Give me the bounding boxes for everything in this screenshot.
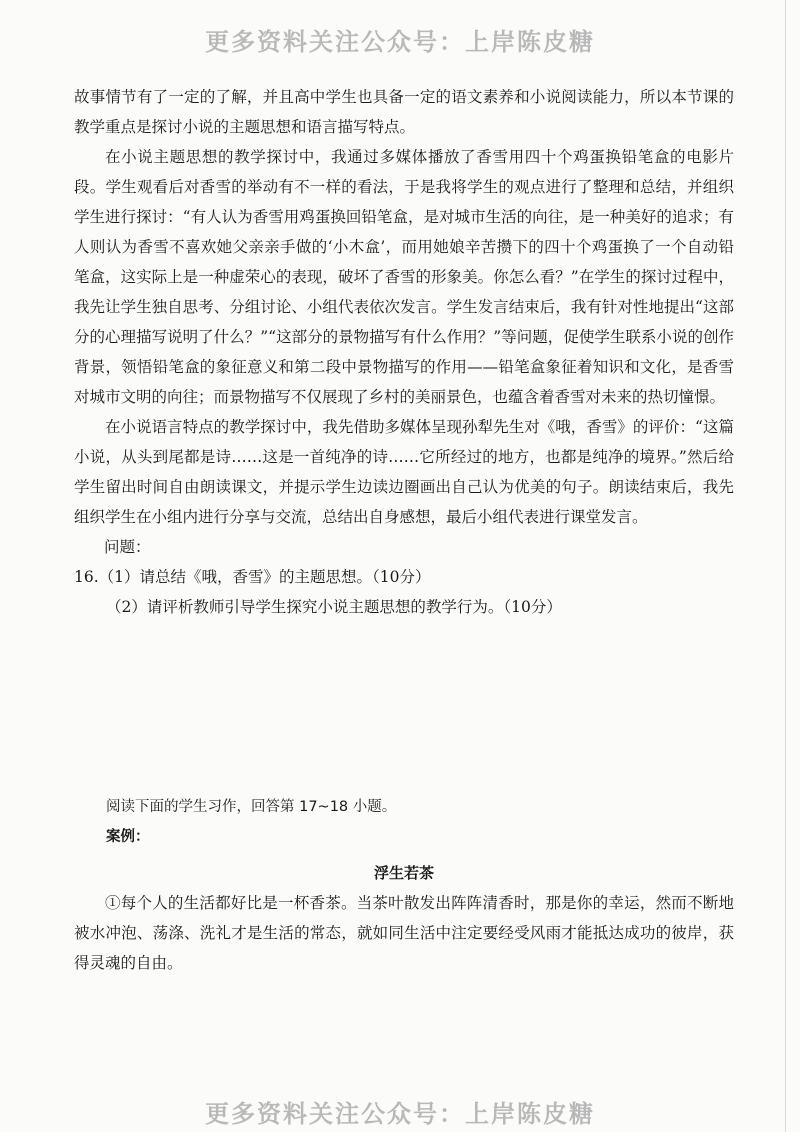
answer-space <box>74 622 734 792</box>
question-16-part-2: （2）请评析教师引导学生探究小说主题思想的教学行为。（10分） <box>106 598 562 616</box>
paragraph-language-discussion: 在小说语言特点的教学探讨中，我先借助多媒体呈现孙犁先生对《哦，香雪》的评价：“这篇小说，从头到尾都是诗……这是一首纯净的诗……它所经过的地方，也都是纯净的境界。”然后给学生留出时间自由朗读课文，并提示学生边读边圈画出自己认为优美的句子。朗读结束后，我先组织学生在小组内进行分享与交流，总结出自身感想，最后小组代表进行课堂发言。 <box>74 418 734 526</box>
watermark-bottom: 更多资料关注公众号：上岸陈皮糖 <box>205 1100 595 1128</box>
essay-title: 浮生若茶 <box>373 864 434 882</box>
reading-instruction: 阅读下面的学生习作，回答第 17~18 小题。 <box>106 799 397 815</box>
document-body <box>74 82 734 978</box>
essay-paragraph-1: ①每个人的生活都好比是一杯香茶。当茶叶散发出阵阵清香时，那是你的幸运，然而不断地被水冲泡、荡涤、洗礼才是生活的常态，就如同生活中注定要经受风雨才能抵达成功的彼岸，获得灵魂的自由。 <box>74 894 734 972</box>
case-label: 案例： <box>106 829 150 845</box>
question-label: 问题： <box>104 538 151 556</box>
paragraph-theme-discussion: 在小说主题思想的教学探讨中，我通过多媒体播放了香雪用四十个鸡蛋换铅笔盒的电影片段。学生观看后对香雪的举动有不一样的看法，于是我将学生的观点进行了整理和总结，并组织学生进行探讨：“有人认为香雪用鸡蛋换回铅笔盒，是对城市生活的向往，是一种美好的追求；有人则认为香雪不喜欢她父亲亲手做的‘小木盒’，而用她娘辛苦攒下的四十个鸡蛋换了一个自动铅笔盒，这实际上是一种虚荣心的表现，破坏了香雪的形象美。你怎么看？”在学生的探讨过程中，我先让学生独自思考、分组讨论、小组代表依次发言。学生发言结束后，我有针对性地提出“这部分的心理描写说明了什么？”“这部分的景物描写有什么作用？”等问题，促使学生联系小说的创作背景，领悟铅笔盒的象征意义和第二段中景物描写的作用——铅笔盒象征着知识和文化，是香雪对城市文明的向往；而景物描写不仅展现了乡村的美丽景色，也蕴含着香雪对未来的热切憧憬。 <box>74 148 734 406</box>
question-16-part-1: 16.（1）请总结《哦，香雪》的主题思想。（10分） <box>74 568 431 586</box>
paragraph-continuation: 故事情节有了一定的了解，并且高中学生也具备一定的语文素养和小说阅读能力，所以本节课的教学重点是探讨小说的主题思想和语言描写特点。 <box>74 88 734 136</box>
page-edge-line <box>785 0 786 1132</box>
watermark-top: 更多资料关注公众号：上岸陈皮糖 <box>205 28 595 56</box>
